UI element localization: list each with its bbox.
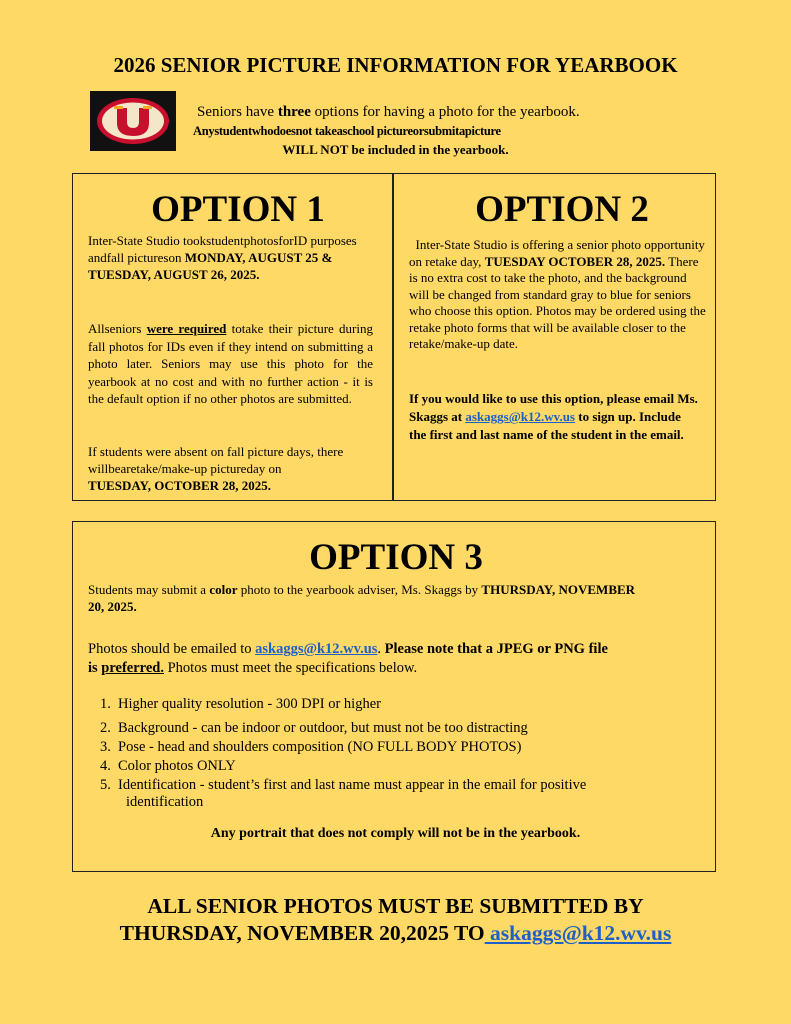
- intro-line-3: WILL NOT be included in the yearbook.: [282, 142, 509, 157]
- option-3-compliance-note: Any portrait that does not comply will not be in the yearbook.: [210, 826, 581, 841]
- option-3-email-link[interactable]: askaggs@k12.wv.us: [255, 641, 378, 657]
- spec-item: 2. Background - can be indoor or outdoor, but must not be too distracting: [100, 720, 528, 736]
- footer-line-2: THURSDAY, NOVEMBER 20,2025 TO askaggs@k12.wv.us: [119, 921, 672, 945]
- option-3-paragraph-2: Photos should be emailed to askaggs@k12.wv.us. Please note that a JPEG or PNG file is preferred. Photos must meet the specifications below.: [88, 641, 608, 676]
- photo-specifications-list: [100, 696, 660, 813]
- footer-line-1: ALL SENIOR PHOTOS MUST BE SUBMITTED BY: [147, 894, 644, 918]
- spec-item: 3. Pose - head and shoulders composition (NO FULL BODY PHOTOS): [100, 739, 522, 755]
- intro-line-2: Anystudentwhodoesnot takeaschool pictureorsubmitapicture: [193, 124, 501, 138]
- option-3-heading: OPTION 3: [309, 537, 483, 578]
- option-1-paragraph-3: If students were absent on fall picture days, there willbearetake/make-up pictureday on TUESDAY, OCTOBER 28, 2025.: [88, 444, 344, 493]
- option-1-paragraph-2: Allseniors were required totake their picture during fall photos for IDs even if they intend on submitting a photo later. Seniors may use this photo for the yearbook at no cost and with no further action - it is the default option if no other photos are submitted.: [88, 321, 373, 406]
- option-2-heading: OPTION 2: [475, 189, 649, 230]
- intro-line-1: Seniors have three options for having a photo for the yearbook.: [197, 104, 580, 120]
- footer-email-link[interactable]: askaggs@k12.wv.us: [484, 921, 672, 945]
- option-1-heading: OPTION 1: [151, 189, 325, 230]
- option-3-paragraph-1: Students may submit a color photo to the yearbook adviser, Ms. Skaggs by THURSDAY, NOVEMBER 20, 2025.: [88, 582, 636, 614]
- page-title: 2026 SENIOR PICTURE INFORMATION FOR YEARBOOK: [113, 53, 678, 77]
- option-1-paragraph-1: Inter-State Studio tookstudentphotosforID purposes andfall pictureson MONDAY, AUGUST 25 & TUESDAY, AUGUST 26, 2025.: [88, 233, 357, 282]
- spec-item: 4. Color photos ONLY: [100, 758, 236, 774]
- spec-item: 5. Identification - student’s first and last name must appear in the email for positive identification: [100, 777, 587, 810]
- option-2-email-link[interactable]: askaggs@k12.wv.us: [465, 409, 575, 424]
- option-2-paragraph-1: Inter-State Studio is offering a senior photo opportunity on retake day, TUESDAY OCTOBER 28, 2025. There is no extra cost to take the photo, and the background will be changed from standard gray to blue for seniors who choose this option. Photos may be ordered using the retake photo forms that will be available closer to the retake/make-up date.: [409, 237, 706, 351]
- option-2-paragraph-2: If you would like to use this option, please email Ms. Skaggs at askaggs@k12.wv.us to sign up. Include the first and last name of the student in the email.: [409, 391, 698, 442]
- spec-item: 1. Higher quality resolution - 300 DPI or higher: [100, 696, 381, 712]
